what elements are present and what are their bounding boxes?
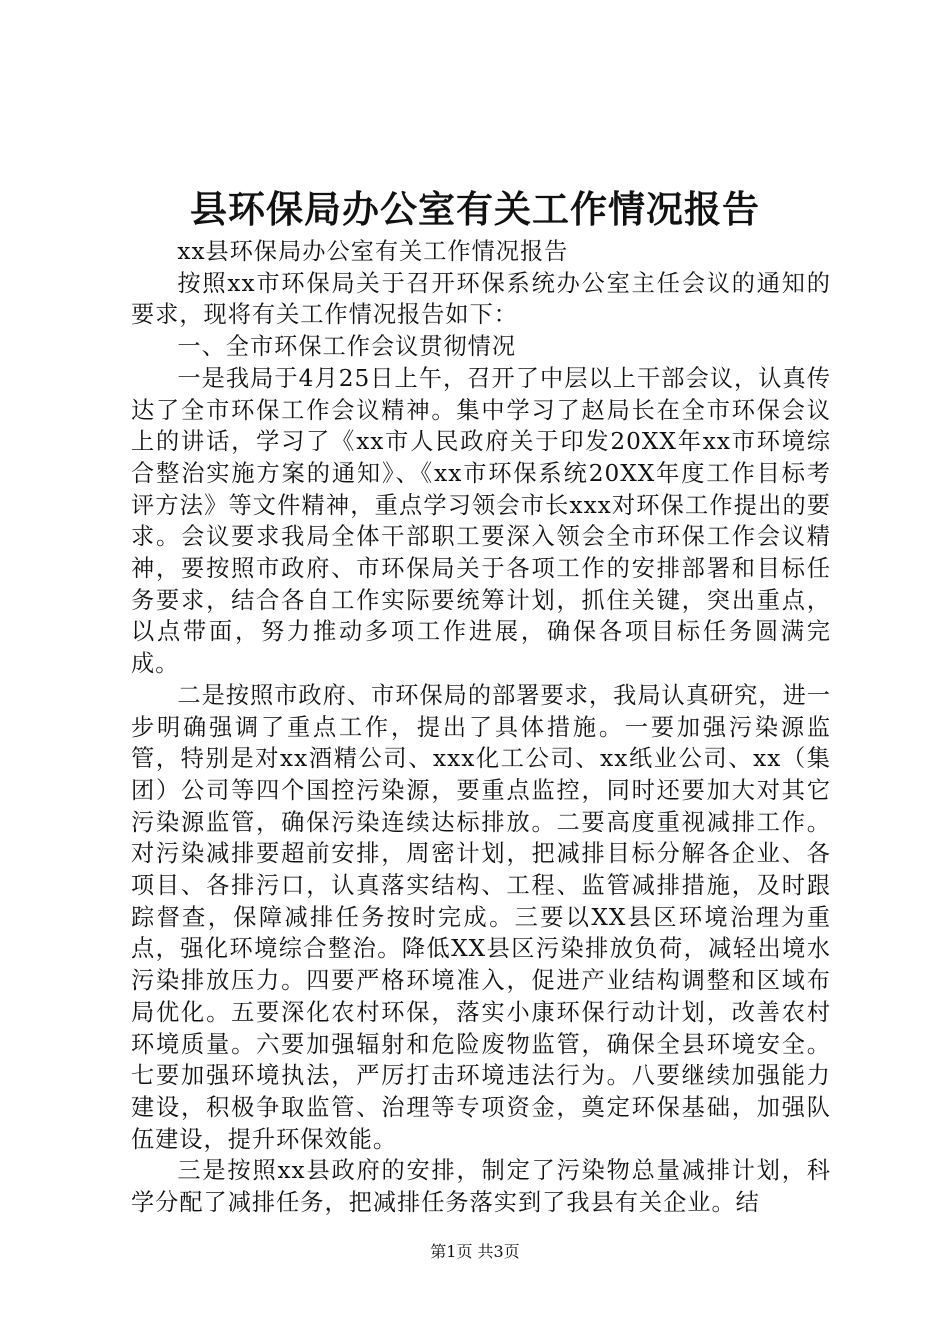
paragraph-heading-line: xx县环保局办公室有关工作情况报告	[177, 238, 569, 265]
paragraph-section-heading: 一、全市环保工作会议贯彻情况	[177, 333, 517, 361]
paragraph-second-point: 二是按照市政府、市环保局的部署要求，我局认真研究，进一步明确强调了重点工作，提出了具体措施。一要加强污染源监管，特别是对xx酒精公司、xxx化工公司、xx纸业公司、xx（集团）公司等四个国控污染源，要重点监控，同时还要加大对其它污染源监管，确保污染连续达标排放。二要高度重视减排工作。对污染减排要超前安排，周密计划，把减排目标分解各企业、各项目、各排污口，认真落实结构、工程、监管减排措施，及时跟踪督查，保障减排任务按时完成。三要以XX县区环境治理为重点，强化环境综合整治。降低XX县区污染排放负荷，减轻出境水污染排放压力。四要严格环境准入，促进产业结构调整和区域布局优化。五要深化农村环保，落实小康环保行动计划，改善农村环境质量。六要加强辐射和危险废物监管，确保全县环境安全。七要加强环境执法，严厉打击环境违法行为。八要继续加强能力建设，积极争取监管、治理等专项资金，奠定环保基础，加强队伍建设，提升环保效能。	[131, 681, 831, 1153]
paragraph-intro: 按照xx市环保局关于召开环保系统办公室主任会议的通知的要求，现将有关工作情况报告如下：	[131, 269, 831, 329]
paragraph-third-point: 三是按照xx县政府的安排，制定了污染物总量减排计划，科学分配了减排任务，把减排任务落实到了我县有关企业。结	[131, 1157, 831, 1217]
document-title: 县环保局办公室有关工作情况报告	[190, 187, 760, 231]
document-body	[131, 236, 831, 1219]
paragraph-first-point: 一是我局于4月25日上午，召开了中层以上干部会议，认真传达了全市环保工作会议精神。集中学习了赵局长在全市环保会议上的讲话，学习了《xx市人民政府关于印发20XX年xx市环境综合整治实施方案的通知》、《xx市环保系统20XX年度工作目标考评方法》等文件精神，重点学习领会市长xxx对环保工作提出的要求。会议要求我局全体干部职工要深入领会全市环保工作会议精神，要按照市政府、市环保局关于各项工作的安排部署和目标任务要求，结合各自工作实际要统筹计划，抓住关键，突出重点，以点带面，努力推动多项工作进展，确保各项目标任务圆满完成。	[131, 364, 831, 678]
page-number-footer: 第1页 共3页	[430, 1242, 520, 1261]
